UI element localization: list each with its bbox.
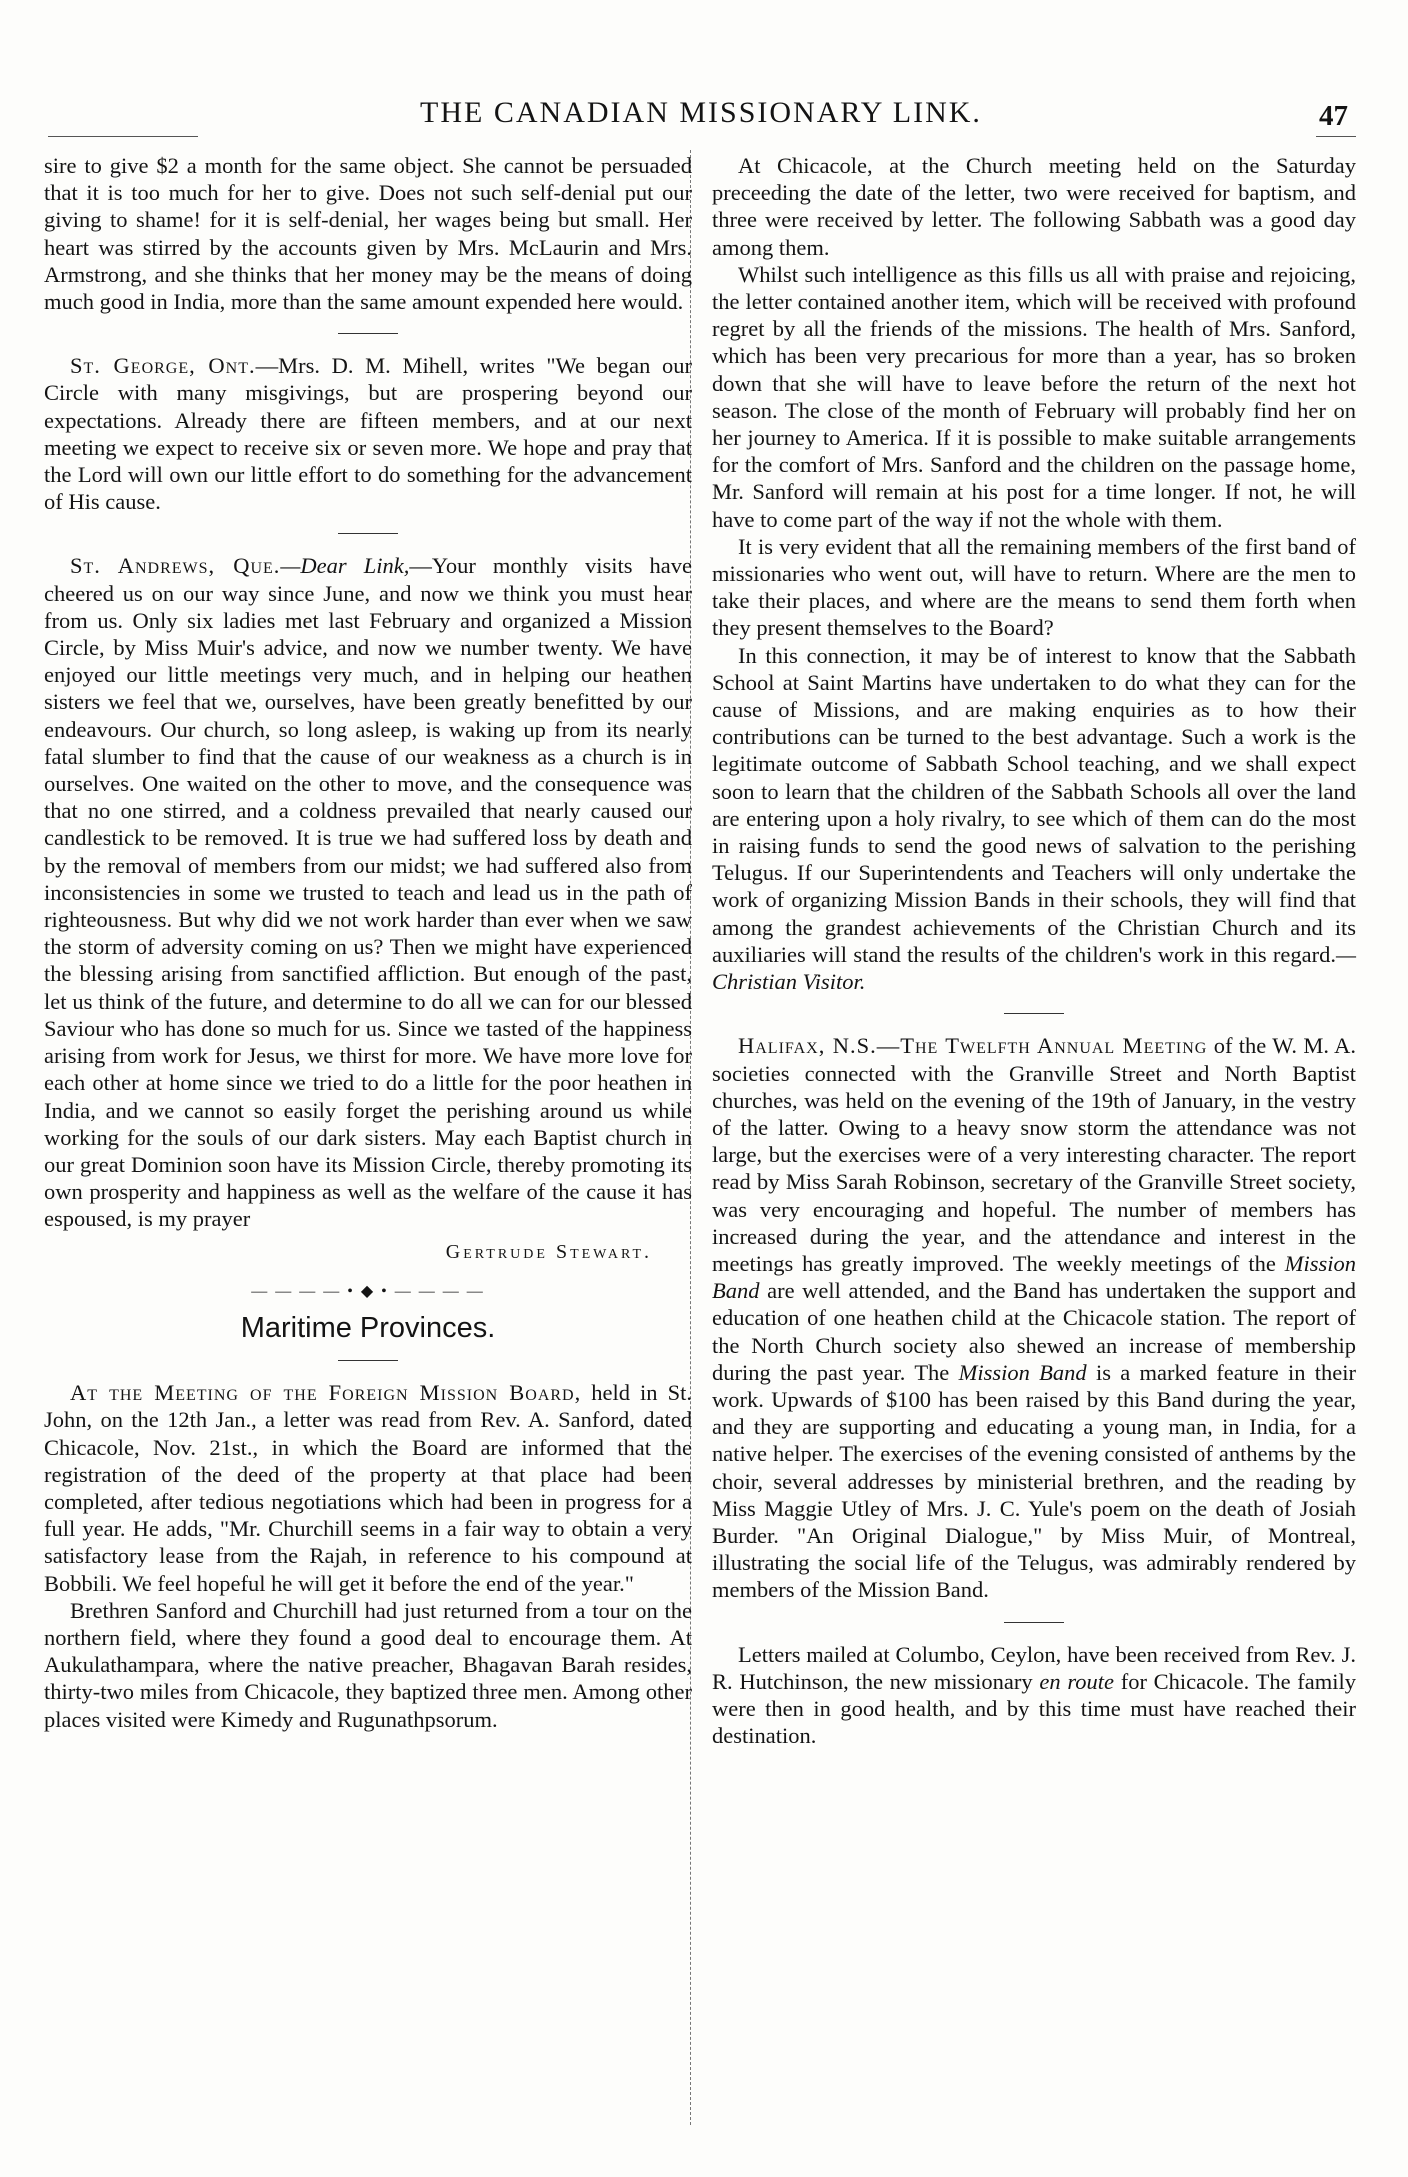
- right-column: [712, 152, 1356, 1749]
- letters-en-route: en route: [1039, 1668, 1114, 1694]
- halifax-mission-band-1: Mission Band: [712, 1250, 1357, 1304]
- section-rule: [338, 333, 398, 334]
- letters-paragraph: [712, 1641, 1356, 1750]
- section-rule: [338, 533, 398, 534]
- connection-body: In this connection, it may be of interest to know that the Sabbath School at Saint Martins have undertaken to do what they can for the cause of Missions, and are making enquiries as to how their contributions can be turned to the best advantage. Such a work is the legitimate outcome of Sabbath School teaching, and we shall expect soon to learn that the children of the Sabbath Schools all over the land are entering upon a holy rivalry, to see which of them can do the most in raising funds to send the good news of salvation to the perishing Telugus. If our Superintendents and Teachers will only undertake the work of organizing Mission Bands in their schools, they will find that among the grandest achievements of the Christian Church and its auxiliaries will stand the results of the children's work in this regard.: [712, 642, 1356, 967]
- halifax-mission-band-2: Mission Band: [958, 1359, 1087, 1385]
- connection-paragraph: [712, 642, 1356, 996]
- halifax-paragraph: [712, 1032, 1356, 1603]
- st-george-letter: [44, 352, 692, 515]
- st-andrews-letter: [44, 552, 692, 1232]
- halifax-title: —The Twelfth Annual Meeting: [876, 1033, 1208, 1059]
- letters-body-1: Letters mailed at Columbo, Ceylon, have been received from Rev. J. R. Hutchinson, the new missionary: [712, 1641, 1356, 1694]
- st-andrews-signature: Gertrude Stewart.: [445, 1240, 652, 1263]
- header-rule-left: [48, 136, 198, 137]
- left-column: [44, 152, 692, 1733]
- st-george-body: —Mrs. D. M. Mihell, writes "We began our Circle with many misgivings, but are prospering beyond our expectations. Already there are fifteen members, and at our next meeting we expect to receive six or seven more. We hope and pray that the Lord will own our little effort to do something for the advancement of His cause.: [44, 353, 692, 515]
- halifax-body-3: is a marked feature in their work. Upwards of $100 has been raised by this Band during the year, and they are supporting and educating a young man, in India, for a native helper. The exercises of the evening consisted of anthems by the choir, several addresses by ministerial brethren, and the reading by Miss Maggie Utley of Mrs. J. C. Yule's poem on the death of Josiah Burder. "An Original Dialogue," by Miss Muir, of Montreal, illustrating the social life of the Telugus, was admirably rendered by members of the Mission Band.: [712, 1359, 1357, 1603]
- section-ornament: — — — — • ◆ • — — — —: [251, 1282, 485, 1300]
- brethren-paragraph: Brethren Sanford and Churchill had just returned from a tour on the northern field, where they found a good deal to encourage them. At Aukulathampara, where the native preacher, Bhagavan Barah resides, thirty-two miles from Chicacole, they baptized three men. Among other places visited were Kimedy and Rugunathpsorum.: [44, 1597, 692, 1732]
- section-heading-maritime: Maritime Provinces.: [240, 1311, 496, 1344]
- connection-source: —Christian Visitor.: [712, 941, 1356, 995]
- chicacole-paragraph: At Chicacole, at the Church meeting held on the Saturday preceeding the date of the letter, two were received for baptism, and three were received by letter. The following Sabbath was a good day among them.: [712, 153, 1356, 260]
- journal-title: THE CANADIAN MISSIONARY LINK.: [420, 96, 982, 129]
- st-andrews-body: —Your monthly visits have cheered us on our way since June, and now we think you must hear from us. Only six ladies met last February and organized a Mission Circle, by Miss Muir's advice, and now we number twenty. We have enjoyed our little meetings very much, and in helping our heathen sisters we feel that we, ourselves, have been greatly benefitted by our endeavours. Our church, so long asleep, is waking up from its nearly fatal slumber to find that the cause of our weakness as a church is in ourselves. One waited on the other to move, and the consequence was that no one stirred, and a coldness prevailed that nearly caused our candlestick to be removed. It is true we had suffered loss by death and by the removal of members from our midst; we had suffered also from inconsistencies in some we trusted to teach and lead us in the path of righteousness. But why did we not work harder than ever when we saw the storm of adversity coming on us? Then we might have experienced the blessing arising from sanctified affliction. But enough of the past, let us think of the future, and determine to do all we can for our blessed Saviour who has done so much for us. Since we tasted of the happiness arising from work for Jesus, we thirst for more. We have more love for each other at home since we tried to do a little for the poor heathen in India, and we cannot so easily forget the perishing around us while working for the souls of our dark sisters. May each Baptist church in our great Dominion soon have its Mission Circle, thereby promoting its own prosperity and happiness as well as the welfare of the cause it has espoused, is my prayer: [44, 553, 693, 1232]
- letters-body-2: for Chicacole. The family were then in good health, and by this time must have reached their destination.: [712, 1668, 1357, 1749]
- page-header: [40, 96, 1362, 138]
- st-andrews-salutation: —Dear Link,: [280, 553, 410, 579]
- st-andrews-place: St. Andrews, Que.: [70, 553, 281, 579]
- st-george-place: St. George, Ont.: [70, 353, 256, 379]
- halifax-place: Halifax, N.S.: [738, 1033, 877, 1059]
- evident-paragraph: It is very evident that all the remaining members of the first band of missionaries who went out, will have to return. Where are the men to take their places, and where are the means to send them forth when they present themselves to the Board?: [712, 533, 1356, 641]
- section-rule: [1004, 1013, 1064, 1014]
- header-rule-right: [1316, 136, 1356, 137]
- foreign-board-lead: At the Meeting of the Foreign Mission Board,: [70, 1380, 582, 1406]
- continued-paragraph: sire to give $2 a month for the same object. She cannot be persuaded that it is too much for her to give. Does not such self-denial put our giving to shame! for it is self-denial, her wages being but small. Her heart was stirred by the accounts given by Mrs. McLaurin and Mrs. Armstrong, and she thinks that her money may be the means of doing much good in India, more than the same amount expended here would.: [44, 153, 692, 315]
- foreign-board-paragraph: [44, 1379, 692, 1597]
- halifax-body-1: of the W. M. A. societies connected with the Granville Street and North Baptist churches, was held on the evening of the 19th of January, in the vestry of the latter. Owing to a heavy snow storm the attendance was not large, but the exercises were of a very interesting character. The report read by Miss Sarah Robinson, secretary of the Granville Street society, was very encouraging and hopeful. The number of members has increased during the year, and the attendance and interest in the meetings has greatly improved. The weekly meetings of the: [712, 1033, 1356, 1276]
- page-number: 47: [1319, 100, 1348, 132]
- halifax-body-2: are well attended, and the Band has undertaken the support and education of one heathen child at the Chicacole station. The report of the North Church society also shewed an increase of membership during the past year. The: [712, 1278, 1357, 1385]
- section-rule: [338, 1360, 398, 1361]
- section-rule: [1004, 1622, 1064, 1623]
- whilst-paragraph: Whilst such intelligence as this fills us all with praise and rejoicing, the letter contained another item, which will be received with profound regret by all the friends of the missions. The health of Mrs. Sanford, which has been very precarious for more than a year, has so broken down that she will have to leave before the return of the next hot season. The close of the month of February will probably find her on her journey to America. If it is possible to make suitable arrangements for the comfort of Mrs. Sanford and the children on the passage home, Mr. Sanford will remain at his post for a time longer. If not, he will have to come part of the way if not the whole with them.: [712, 261, 1356, 532]
- foreign-board-body: held in St. John, on the 12th Jan., a letter was read from Rev. A. Sanford, dated Chicacole, Nov. 21st., in which the Board are informed that the registration of the deed of the property at that place had been completed, after tedious negotiations which had been in progress for a full year. He adds, "Mr. Churchill seems in a fair way to obtain a very satisfactory lease from the Rajah, in reference to his compound at Bobbili. We feel hopeful he will get it before the end of the year.": [44, 1380, 692, 1596]
